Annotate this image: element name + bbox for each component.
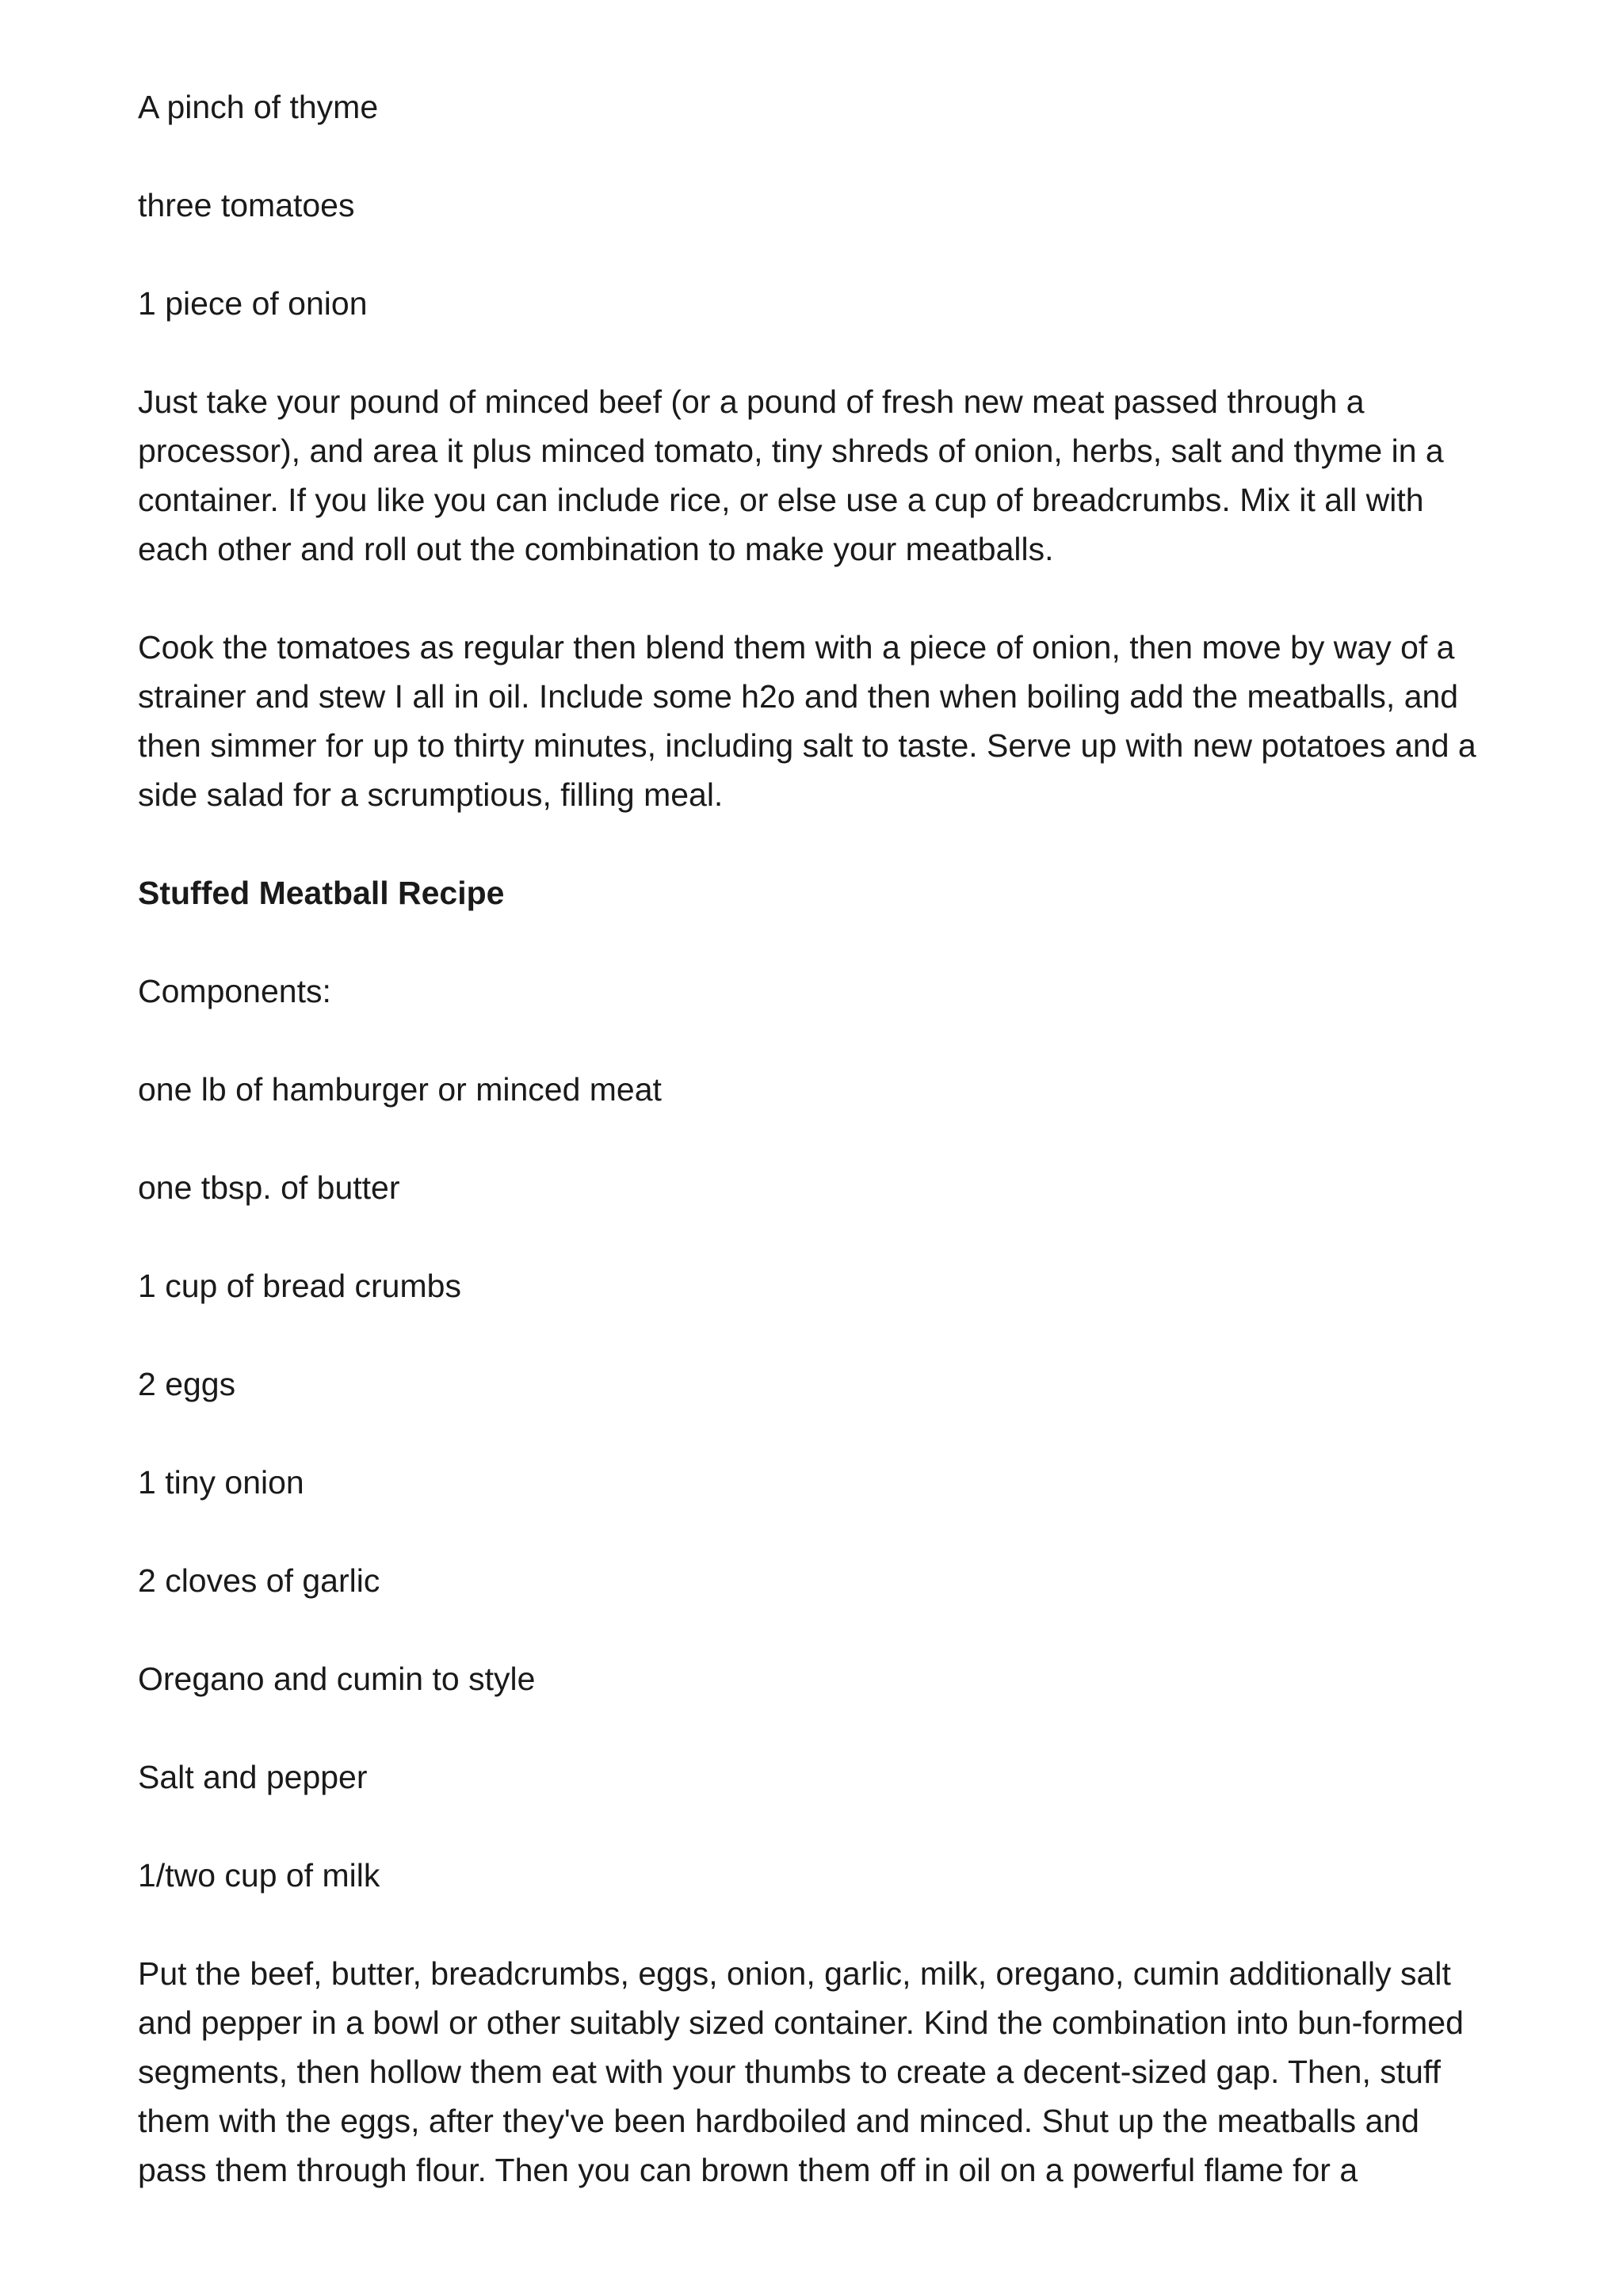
ingredient-onion-piece: 1 piece of onion [138, 285, 368, 322]
paragraph-line: Put the beef, butter, breadcrumbs, eggs, onion, garlic, milk, oregano, cumin additionally salt [138, 1955, 1451, 1992]
ingredient-item: 1/two cup of milk [138, 1857, 380, 1894]
paragraph-line: each other and roll out the combination to make your meatballs. [138, 531, 1054, 567]
paragraph-line: side salad for a scrumptious, filling meal. [138, 776, 724, 813]
ingredient-item: 1 cup of bread crumbs [138, 1268, 461, 1304]
section-heading: Stuffed Meatball Recipe [138, 875, 505, 911]
paragraph-line: segments, then hollow them eat with your thumbs to create a decent-sized gap. Then, stuff [138, 2054, 1441, 2090]
paragraph-line: container. If you like you can include rice, or else use a cup of breadcrumbs. Mix it all with [138, 482, 1424, 518]
paragraph-line: pass them through flour. Then you can brown them off in oil on a powerful flame for a [138, 2152, 1358, 2188]
paragraph-meatball-prep [138, 377, 1501, 574]
ingredient-item: Oregano and cumin to style [138, 1661, 536, 1697]
paragraph-line: Just take your pound of minced beef (or a pound of fresh new meat passed through a [138, 383, 1365, 420]
components-label: Components: [138, 973, 331, 1009]
paragraph-cooking [138, 623, 1501, 819]
ingredient-item: Salt and pepper [138, 1759, 368, 1795]
document-page [138, 82, 1501, 2244]
paragraph-line: Cook the tomatoes as regular then blend them with a piece of onion, then move by way of a [138, 629, 1455, 666]
paragraph-line: strainer and stew I all in oil. Include some h2o and then when boiling add the meatballs, and [138, 678, 1459, 715]
ingredient-tomatoes: three tomatoes [138, 187, 355, 223]
paragraph-line: then simmer for up to thirty minutes, including salt to taste. Serve up with new potatoes and a [138, 727, 1476, 764]
paragraph-line: them with the eggs, after they've been hardboiled and minced. Shut up the meatballs and [138, 2103, 1419, 2139]
paragraph-line: and pepper in a bowl or other suitably sized container. Kind the combination into bun-formed [138, 2004, 1464, 2041]
ingredient-item: one lb of hamburger or minced meat [138, 1071, 662, 1108]
paragraph-stuffing [138, 1949, 1501, 2195]
ingredient-item: 1 tiny onion [138, 1464, 304, 1501]
ingredient-item: one tbsp. of butter [138, 1169, 400, 1206]
ingredient-item: 2 cloves of garlic [138, 1562, 380, 1599]
ingredient-item: 2 eggs [138, 1366, 236, 1402]
ingredient-thyme: A pinch of thyme [138, 89, 379, 125]
paragraph-line: processor), and area it plus minced tomato, tiny shreds of onion, herbs, salt and thyme in a [138, 433, 1444, 469]
